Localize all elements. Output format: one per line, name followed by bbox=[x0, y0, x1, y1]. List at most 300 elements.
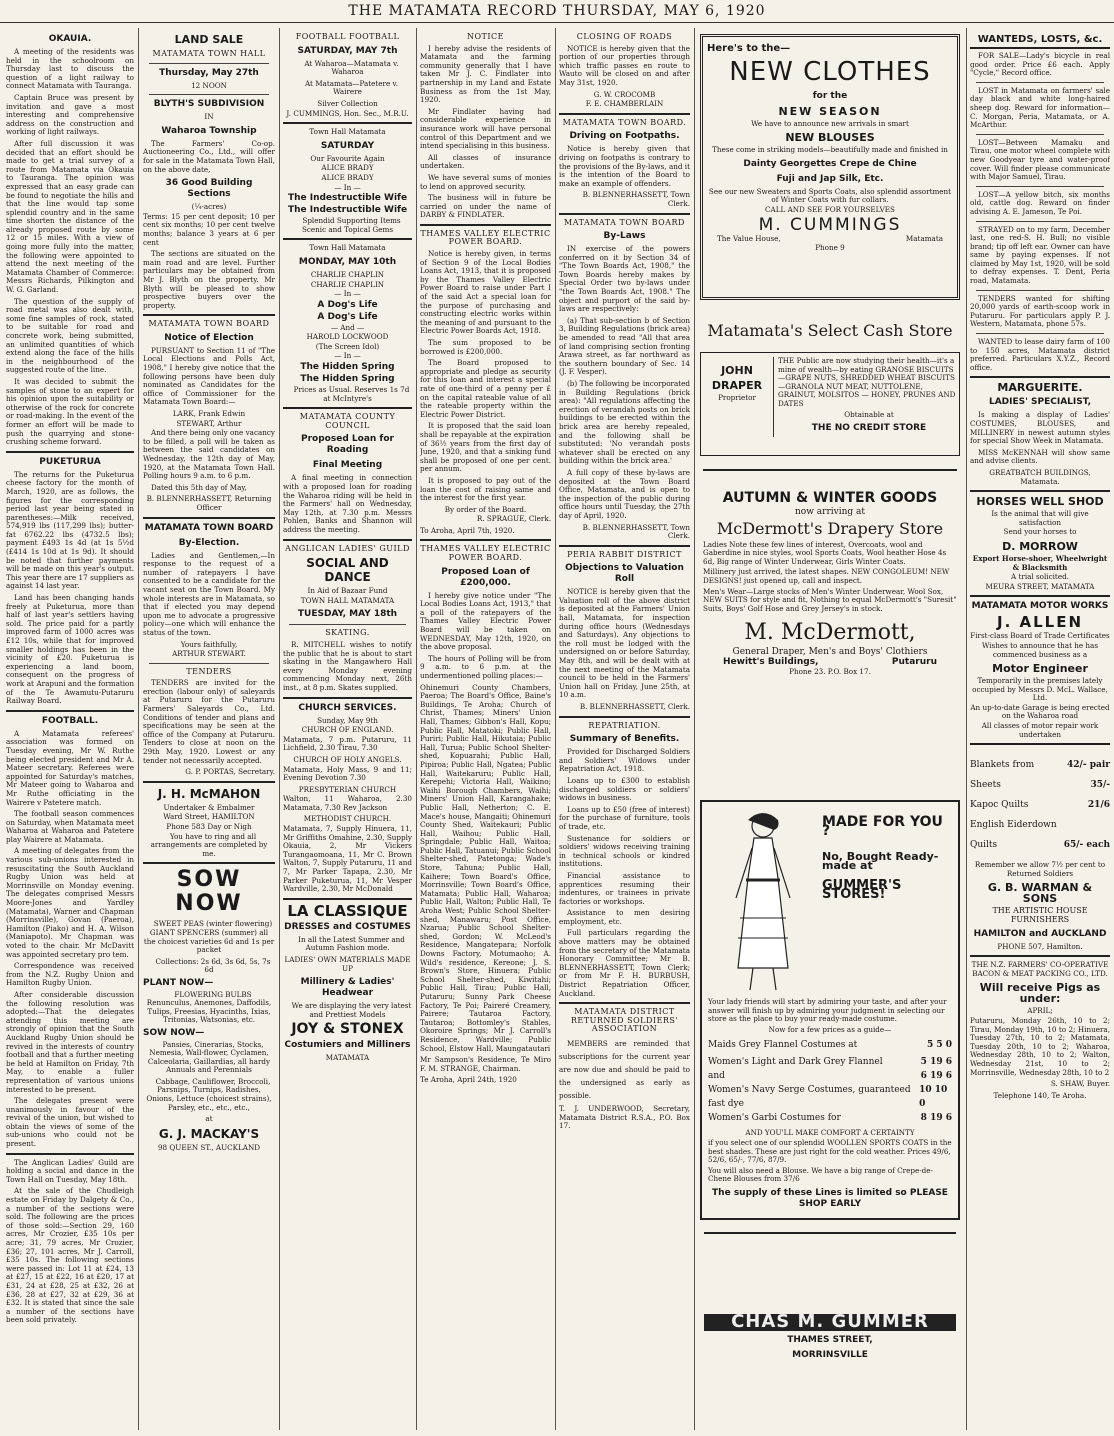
signature: ARTHUR STEWART. bbox=[172, 649, 246, 659]
column-rule bbox=[966, 28, 967, 1430]
sale-terms: Terms: 15 per cent deposit; 10 per cent six months; 10 per cent twelve months; balance 3 years at 6 per cent bbox=[143, 211, 275, 247]
church-name: PRESBYTERIAN CHURCH bbox=[298, 784, 397, 794]
artistic: THE ARTISTIC HOUSE FURNISHERS bbox=[992, 906, 1088, 925]
at-label: at bbox=[205, 1114, 213, 1124]
footpaths-heading: Driving on Footpaths. bbox=[569, 131, 680, 142]
divider bbox=[283, 697, 412, 699]
tv2-loan: Proposed Loan of £200,000. bbox=[441, 566, 530, 588]
chas-gummer-block bbox=[700, 1224, 960, 1424]
ladies-materials: LADIES' OWN MATERIALS MADE UP bbox=[284, 955, 411, 973]
divider bbox=[6, 1153, 134, 1155]
ladies-note: Ladies Note these few lines of interest, Overcoats, wool and Gaberdine in nice styles, wool Sports Coats, Wool heather Hose 4s 6d, Big range of Winter Underwear, Girls Winter Coats. bbox=[703, 539, 947, 566]
price-row bbox=[970, 815, 1110, 835]
divider bbox=[704, 1232, 956, 1234]
mcdermott-ad bbox=[700, 462, 960, 802]
notice-heading: NOTICE bbox=[466, 32, 504, 41]
arriving: now arriving at bbox=[795, 507, 865, 517]
divider bbox=[143, 862, 275, 864]
phone507: PHONE 507, Hamilton. bbox=[997, 941, 1083, 951]
classified: LOST in Matamata on farmers' sale day black and white long-haired sheep dog. Reward for information—C. Morgan, Peria, Matamata, or A. McArthur. bbox=[970, 85, 1110, 130]
tv-place: To Aroha, April 7th, 1920. bbox=[420, 525, 515, 535]
column-rule bbox=[694, 28, 695, 1430]
signature: G. P. PORTAS, Secretary. bbox=[185, 767, 275, 777]
byelection-heading: MATAMATA TOWN BOARD bbox=[144, 522, 274, 533]
putaruru: Putaruru bbox=[891, 656, 937, 667]
gummer-paragraph: Your lady friends will start by admiring your taste, and after your answer will finish up by admiring your judgment in selecting our store as the place to buy your ready-made costume. bbox=[708, 997, 947, 1024]
candidate: STEWART, Arthur bbox=[176, 418, 242, 428]
divider bbox=[559, 716, 690, 718]
nz-farmers: THE N.Z. FARMERS' CO-OPERATIVE BACON & MEAT PACKING CO., LTD. bbox=[971, 960, 1109, 978]
sow-paragraph: SWEET PEAS (winter flowering) GIANT SPENCERS (summer) all the choicest varieties 6d and 1s per packet bbox=[143, 919, 275, 955]
article-paragraph: Correspondence was received from the N.Z. Rugby Union and Hamilton Rugby Union. bbox=[6, 961, 134, 988]
value-phone: Phone 9 bbox=[815, 243, 845, 253]
intro: Here's to the— bbox=[707, 43, 791, 54]
notice-paragraph: All classes of insurance undertaken. bbox=[420, 152, 551, 171]
footpaths-paragraph: Notice is hereby given that driving on footpaths is contrary to the provisions of the By-laws, and it is the intention of the Board to make an example of offenders. bbox=[559, 144, 690, 188]
draper-last: DRAPER bbox=[711, 379, 763, 392]
draper-paragraph: THE Public are now studying their health—it's a mine of wealth—by eating GRANOSE BISCUITS—GRAPE NUTS, SHREDDED WHEAT BISCUITS—GRANOLA NUT MEAT, NUTTOLENE, GRAINUT, MOLSITOS — HONEY, PRUNES AND DATES bbox=[778, 356, 956, 408]
trial: A trial solicited. bbox=[1011, 572, 1069, 582]
repat-paragraph: Sustenance for soldiers or soldiers' widows receiving training in technical schools or kindred institutions. bbox=[559, 833, 690, 869]
plant-now: PLANT NOW— bbox=[143, 977, 214, 988]
notice-paragraph: The business will in future be carried on under the name of DARBY & FINDLATER. bbox=[420, 193, 551, 220]
cummings-ad bbox=[700, 34, 960, 300]
gummer-ad bbox=[700, 800, 960, 1220]
remember: Remember we allow 7½ per cent to Returned Soldiers bbox=[974, 860, 1106, 878]
price-value: 21/6 bbox=[1087, 800, 1110, 811]
wishes: Wishes to announce that he has commenced business as a bbox=[981, 640, 1099, 659]
article-paragraph: Land has been changing hands freely at Puketurua, more than half of last year's settlers having sold. The price paid for a partly improved farm of 1000 acres was £12 10s, while that for improved smaller holdings has been in the vicinity of £20. Puketurua is experiencing a land boom, consequent on the progress of work at Arapuni and the formation of the Te Awamutu-Putaruru Railway Board. bbox=[6, 593, 134, 706]
tuesday: TUESDAY, MAY 18th bbox=[297, 609, 398, 620]
aid: In Aid of Bazaar Fund bbox=[307, 586, 388, 596]
tv-paragraph: It is proposed that the said loan shall be repayable at the expiration of 36½ years from the first day of June, 1920, and that a sinking fund shall be proposed of one per cent. per annum. bbox=[420, 421, 551, 474]
church-name: METHODIST CHURCH. bbox=[303, 814, 392, 824]
column-1 bbox=[6, 30, 134, 1428]
divider bbox=[970, 595, 1110, 597]
article-paragraph: A Matamata referees' association was formed on Tuesday evening, Mr W. Ruthe being elected president and Mr A. Mateer secretary. Referees were appointed for Saturday's matches, Mr Mateer going to Waharoa and Mr Ruthe officiating in the Wairere v Patetere match. bbox=[6, 728, 134, 807]
venue: Town Hall Matamata bbox=[309, 127, 386, 137]
town-board-heading: MATAMATA TOWN BOARD bbox=[564, 217, 685, 227]
sale-time: 12 NOON bbox=[191, 80, 227, 90]
price-item: Blankets from bbox=[970, 760, 1035, 771]
monday: MONDAY, MAY 10th bbox=[298, 256, 397, 267]
signature: S. SHAW, Buyer. bbox=[1050, 1079, 1110, 1089]
cert: First-class Board of Trade Certificates bbox=[970, 631, 1110, 641]
engineer: Motor Engineer bbox=[992, 662, 1088, 676]
repat-paragraph: Loans up to £300 to establish discharged soldiers or soldiers' widows in business. bbox=[559, 775, 690, 803]
animal: Is the animal that will give satisfaction bbox=[991, 509, 1089, 527]
millinery: Millinery & Ladies' Headwear bbox=[300, 977, 395, 999]
sow-paragraph: Collections: 2s 6d, 3s 6d, 5s, 7s 6d bbox=[155, 956, 271, 975]
mcmahon-sub: Undertaker & Embalmer bbox=[163, 802, 255, 812]
proprietor: Proprietor bbox=[718, 393, 756, 402]
favourite: Our Favourite Again bbox=[310, 153, 385, 163]
church-date: Sunday, May 9th bbox=[317, 715, 378, 725]
masthead: THE MATAMATA RECORD THURSDAY, MAY 6, 1920 bbox=[0, 0, 1114, 23]
divider bbox=[970, 490, 1110, 492]
tv2-heading: THAMES VALLEY ELECTRIC POWER BOARD. bbox=[420, 544, 551, 563]
divider bbox=[970, 743, 1110, 745]
price-row bbox=[970, 755, 1110, 775]
repat-paragraph: Loans up to £50 (free of interest) for the purchase of furniture, tools of trade, etc. bbox=[559, 804, 690, 831]
column-rule bbox=[555, 28, 556, 1430]
signature: T. J. UNDERWOOD, Secretary, Matamata District R.S.A., P.O. Box 17. bbox=[559, 1104, 690, 1131]
prices: Prices as Usual. Reserves 1s 7d at McIntyre's bbox=[293, 385, 410, 403]
striking: These come in striking models—beautifully made and finished in bbox=[712, 145, 948, 155]
town-board-heading: MATAMATA TOWN BOARD bbox=[148, 319, 270, 329]
fashion-figure-icon bbox=[708, 808, 818, 998]
display: We are displaying the very latest and Prettiest Models bbox=[291, 1001, 412, 1019]
column-rule bbox=[138, 28, 139, 1430]
price-row bbox=[708, 1035, 952, 1055]
sale-paragraph: The sections are situated on the main road and are level. Further particulars may be obtained from Mr J. Blyth on the property. Mr Blyth will be pleased to show prospective buyers over the property. bbox=[143, 249, 275, 310]
price-item: English Eiderdown bbox=[970, 820, 1057, 831]
repat-paragraph: Provided for Discharged Soldiers and Soldiers' Widows under Repatriation Act, 1918. bbox=[559, 747, 690, 774]
church-times: Matamata, 7 p.m. Putaruru, 11 Lichfield, 2.30 Tirau, 7.30 bbox=[283, 734, 412, 753]
autumn: AUTUMN & WINTER GOODS bbox=[722, 490, 938, 506]
signature: G. W. CROCOMB bbox=[593, 89, 656, 99]
article-paragraph: At the sale of the Chudleigh estate on Friday by Dalgety & Co., a number of the sections were sold. The following are the prices of those sold:—Section 29, 160 acres, Mr Crozier, £35 10s per acre; 31, 79 acres, Mr Crozier, £36; 27, 101 acres, Mr J. Carroll, £35 10s. The following sections were passed in: Lot 11 at £24, 13 at £27, 15 at £22, 16 at £20, 17 at £31, 24 at £28, 25 at £32, 26 at £36, 28 at £27, 32 at £29, 36 at £32. It is stated that since the sale a number of the sections have been sold privately. bbox=[6, 1186, 134, 1325]
marguerite: MARGUERITE. bbox=[997, 381, 1083, 395]
mcmahon-street: Ward Street, HAMILTON bbox=[163, 812, 255, 822]
venue: Town Hall Matamata bbox=[309, 243, 386, 253]
star: CHARLIE CHAPLIN bbox=[310, 269, 385, 279]
value-house-row bbox=[707, 235, 953, 244]
repat-paragraph: Full particulars regarding the above matters may be obtained from the secretary of the Matamata Honorary Committee; Mr B. BLENNERHASSETT, Town Clerk; or from Mr F. H. BURBUSH, District Repatriation Officer, Auckland. bbox=[559, 928, 690, 998]
byelection: By-Election. bbox=[178, 537, 240, 548]
film-title: A Dog's Life bbox=[317, 299, 378, 310]
hewitt-row bbox=[703, 658, 957, 667]
price-item: Maids Grey Flannel Costumes at bbox=[708, 1040, 858, 1051]
classified: TENDERS wanted for shifting 20,000 yards of earth-scoop work in Putaruru. For particulars apply P. J. Western, Matamata, phone 57s. bbox=[970, 293, 1110, 329]
venue: TOWN HALL MATAMATA bbox=[300, 595, 395, 605]
gummer-top bbox=[708, 808, 952, 998]
mens-wear: Men's Wear—Large stocks of Men's Winter Underwear, Wool Sox, NEW SUITS for style and fit, Nothing to equal McDermott's "Suresit" Suits, Boys' Golf Hose and Grey Jersey's in stock. bbox=[703, 586, 957, 613]
repat-paragraph: Assistance to men desiring employment, etc. bbox=[559, 908, 690, 926]
church-name: CHURCH OF HOLY ANGELS. bbox=[293, 754, 402, 764]
divider bbox=[970, 955, 1110, 957]
signature: J. CUMMINGS, Hon. Sec., M.R.U. bbox=[286, 108, 409, 118]
divider bbox=[976, 221, 1104, 222]
draper-ad bbox=[700, 352, 960, 456]
star: ALICE BRADY bbox=[321, 172, 374, 182]
new-clothes: NEW CLOTHES bbox=[729, 56, 931, 87]
tv-paragraph: The Board proposed to appropriate and pledge as security for this loan and interest a special rate of one-third of a penny per £ on the capital rateable value of all the rateable property within the Electric Power District. bbox=[420, 358, 551, 419]
article-paragraph: The question of the supply of road metal was also dealt with, some fine samples of rock, stated to be suitable for road and concrete work, being submitted, an unlimited quantities of which extend along the face of the hills in the neighbourhood of the suggested route of the line. bbox=[6, 296, 134, 375]
joy-stonex: JOY & STONEX bbox=[291, 1021, 404, 1038]
film-title: The Hidden Spring bbox=[300, 374, 395, 385]
notice-paragraph: We have several sums of monies to lend on approved security. bbox=[420, 172, 551, 191]
marguerite-paragraph: Is making a display of Ladies' COSTUMES, BLOUSES, and MILLINERY in newest autumn styles for special Show Week in Matamata. bbox=[970, 410, 1110, 446]
made-for: MADE FOR YOU ? bbox=[822, 814, 943, 839]
final-meeting: Final Meeting bbox=[312, 460, 383, 471]
call: CALL AND SEE FOR YOURSELVES bbox=[765, 204, 895, 214]
tv2-paragraph: I hereby give notice under "The Local Bodies Loans Act, 1913," that a poll of the ratepayers of the Thames Valley Electric Power Board will be taken on WEDNESDAY, May 12th, 1920, on the above proposal. bbox=[420, 590, 551, 652]
land-sale-heading: LAND SALE bbox=[174, 33, 244, 46]
divider bbox=[149, 94, 269, 95]
saturday: SATURDAY bbox=[320, 140, 375, 151]
divider bbox=[559, 113, 690, 115]
latest: In all the Latest Summer and Autumn Fashion mode. bbox=[298, 934, 405, 953]
subdivision: BLYTH'S SUBDIVISION bbox=[153, 99, 265, 110]
column-rule bbox=[279, 28, 280, 1430]
football-heading: FOOTBALL. bbox=[41, 715, 99, 726]
gummer-headline bbox=[818, 808, 952, 998]
skating-paragraph: R. MITCHELL wishes to notify the public that he is about to start skating in the Mangawhero Hall every Monday evening commencing Monday next, 26th inst., at 8 p.m. Skates supplied. bbox=[283, 639, 412, 692]
april: APRIL; bbox=[1027, 1006, 1053, 1016]
article-paragraph: A meeting of delegates from the various sub-unions interested in resuscitating the South Auckland Rugby Union was held at Morrinsville on Monday evening. The delegates comprised Messrs Moore-Jones and Yardley (Matamata), Warner and Chapman (Morrinsville), Govan (Paeroa), Hamilton (Piako) and H. A. Wilson (Maniapoto). Mr Chapman was voted to the chair. Mr McDavitt was appointed secretary pro tem. bbox=[6, 846, 134, 959]
no-credit: THE NO CREDIT STORE bbox=[811, 423, 927, 434]
joy-town: MATAMATA bbox=[325, 1053, 370, 1063]
signoff: Yours faithfully, bbox=[180, 639, 238, 649]
mcdermott-store: McDermott's Drapery Store bbox=[716, 518, 944, 538]
divider bbox=[149, 63, 269, 64]
morrinsville: MORRINSVILLE bbox=[792, 1349, 868, 1360]
tv2-paragraph: The hours of Polling will be from 9 a.m. to 6 p.m. at the undermentioned polling places:— bbox=[420, 653, 551, 680]
star-sub: (The Screen Idol) bbox=[315, 341, 380, 351]
divider bbox=[283, 122, 412, 124]
price-item: and bbox=[708, 1071, 725, 1082]
draper-first: JOHN bbox=[721, 364, 753, 377]
okauia-heading: OKAUIA. bbox=[48, 34, 92, 44]
joy-sub: Costumiers and Milliners bbox=[284, 1040, 411, 1051]
wanteds-heading: WANTEDS, LOSTS, &c. bbox=[970, 34, 1110, 49]
divider bbox=[143, 517, 275, 519]
divider bbox=[703, 469, 957, 471]
price-row bbox=[708, 1055, 952, 1069]
closing-paragraph: NOTICE is hereby given that the portion of our properties through which traffic passes en route to Wauto will be closed on and after May 31st, 1920. bbox=[559, 43, 690, 87]
article-paragraph: Captain Bruce was present by invitation and gave a most interesting and comprehensive address on the construction and working of light railways. bbox=[6, 92, 134, 137]
column-7 bbox=[970, 30, 1110, 1428]
signature: B. BLENNERHASSETT, Town Clerk. bbox=[582, 190, 690, 208]
divider bbox=[976, 333, 1104, 334]
notice-paragraph: Mr Findlater having had considerable experience in insurance work will have personal control of this Department and we intend specialising in this business. bbox=[420, 106, 551, 151]
tv-paragraph: The sum proposed to be borrowed is £200,000. bbox=[420, 338, 551, 356]
horses: HORSES WELL SHOD bbox=[976, 495, 1104, 509]
peria-heading: PERIA RABBIT DISTRICT bbox=[567, 549, 682, 559]
bylaws-paragraph: A full copy of these by-laws are deposited at the Town Board Office, Matamata, and is open to the inspection of the public during office hours until Tuesday, the 27th day of April, 1920. bbox=[559, 467, 690, 520]
divider bbox=[283, 898, 412, 900]
loan-heading: Proposed Loan for Roading bbox=[301, 434, 394, 456]
township: Waharoa Township bbox=[161, 125, 257, 136]
church-times: Matamata, 7, Supply Hinuera, 11, Mr Griffiths Omahine, 2.30, Supply Okauia, 2, Mr Vickers Turangaomoana, 11, Mr C. Brown Walton, 7, Supply Putaruru, 11 and 7, Mr Parker Tapapa, 2.30, Mr Parker Puketurua, 11, Mr Vesper Wardville, 2.30, Mr McDonald bbox=[283, 824, 412, 894]
premises: Temporarily in the premises lately occupied by Messrs D. McL. Wallace, Ltd. bbox=[972, 676, 1108, 703]
article-paragraph: The returns for the Puketurua cheese factory for the month of March, 1920, are as follows, the figures for the corresponding period last year being stated in parentheses:—Milk received, 574,919 lbs (117,299 lbs); butter-fat 6762.22 lbs (4732.5 lbs); payment £493 1s 4d (at 1s 5½d (£414 1s 10d at 1s 9d). It should be noted that further payments will be made on this year's output. This year there are 17 suppliers as against 14 last year. bbox=[6, 469, 134, 591]
benefits: Summary of Benefits. bbox=[569, 734, 680, 745]
garage: An up-to-date Garage is being erected on the Waharoa road bbox=[970, 702, 1110, 721]
classified: LOST—A yellow bitch, six months old, cattle dog. Reward on finder advising A. E. Jameson, Te Poi. bbox=[970, 189, 1110, 216]
divider bbox=[6, 451, 134, 453]
sale-paragraph: The Farmers' Co-op. Auctioneering Co., Ltd., will offer for sale in the Matamata Town Hall, on the above date, bbox=[143, 138, 275, 174]
football-heading: FOOTBALL FOOTBALL bbox=[295, 32, 400, 41]
mcmahon-paragraph: You have to ring and all arrangements are completed by me. bbox=[150, 831, 268, 858]
mcdermott-sub: General Draper, Men's and Boys' Clothiers bbox=[732, 647, 928, 658]
in-label: — In — bbox=[334, 182, 361, 192]
repair: All classes of motor repair work undertaken bbox=[981, 721, 1099, 739]
season: NEW SEASON bbox=[778, 104, 882, 118]
greatbatch: GREATBATCH BUILDINGS, Matamata. bbox=[989, 467, 1091, 486]
mcmahon: J. H. McMAHON bbox=[157, 786, 261, 801]
sow-paragraph: Pansies, Cinerarias, Stocks, Nemesia, Wall-flower, Cyclamen, Calceolaria, Gaillardias, all hardy Annuals and Perennials bbox=[147, 1039, 271, 1075]
bylaws-paragraph: (b) The following be incorporated in Building Regulations (brick area): "All regulations affecting the erection of verandah posts on brick buildings to be erected within the brick area are hereby repealed, and the following shall be substituted: 'No verandah posts whatever shall be erected on any building within the brick area.' bbox=[559, 379, 690, 466]
star: HAROLD LOCKWOOD bbox=[306, 332, 389, 342]
price-row bbox=[970, 835, 1110, 855]
sow-now: SOW NOW bbox=[175, 867, 243, 917]
blouses: NEW BLOUSES bbox=[785, 131, 875, 145]
column-2 bbox=[143, 30, 275, 1428]
motor-works: MATAMATA MOTOR WORKS bbox=[971, 601, 1109, 612]
price-value: 42/- pair bbox=[1067, 760, 1110, 771]
fixture: At Matamata—Patetere v. Wairere bbox=[304, 78, 399, 97]
county-paragraph: A final meeting in connection with a proposed loan for roading the Waharoa riding will be held in the Farmers' hall on Wednesday, May 12th, at 7.30 p.m. Messrs Pohlen, Banks and Shannon will address the meeting. bbox=[283, 473, 412, 534]
rsa-paragraph: MEMBERS are reminded that subscriptions for the current year are now due and should be paid to the undersigned as early as possible. bbox=[559, 1039, 690, 1100]
tv-order: By order of the Board. bbox=[444, 504, 527, 514]
classified: LOST—Between Mamaku and Tirau, one motor wheel complete with new Goodyear tyre and water-proof cover. Will finder please communicate with Major Samuel, Tirau. bbox=[970, 137, 1110, 182]
guild: ANGLICAN LADIES' GUILD bbox=[285, 543, 410, 553]
in-label: — In — bbox=[334, 289, 361, 299]
mcdermott-phone: Phone 23. P.O. Box 17. bbox=[789, 666, 871, 676]
fabrics: Fuji and Jap Silk, Etc. bbox=[776, 173, 884, 184]
blouse: You will also need a Blouse. We have a big range of Crepe-de-Chene Blouses from 37/6 bbox=[708, 1165, 933, 1184]
dresses: DRESSES and COSTUMES bbox=[284, 921, 411, 932]
classified: STRAYED on to my farm, December last, one red-S. H. Bull; no visible brand; tip off left ear. Owner can have same by paying expenses. If not claimed by May 1st, 1920, will be sold to defray expenses. T. Dent, Peria road, Matamata. bbox=[970, 224, 1110, 286]
town-board-heading: MATAMATA TOWN BOARD. bbox=[562, 117, 687, 127]
divider bbox=[149, 663, 269, 664]
support: Splendid Supporting Items Scenic and Topical Gems bbox=[301, 216, 401, 234]
comfort: AND YOU'LL MAKE COMFORT A CERTAINTY bbox=[745, 1128, 915, 1138]
and-label: — And — bbox=[330, 322, 365, 332]
draper-text-block bbox=[773, 357, 960, 437]
thames-st: THAMES STREET, bbox=[787, 1334, 873, 1345]
price-row bbox=[708, 1069, 952, 1083]
price-value: 6 19 6 bbox=[920, 1071, 952, 1082]
price-value: 5 5 0 bbox=[926, 1040, 952, 1051]
signature: F. E. CHAMBERLAIN bbox=[585, 99, 664, 109]
signature: Mr Sampson's Residence, Te Miro F. M. STRANGE, Chairman. bbox=[420, 1055, 551, 1073]
article-paragraph: The football season commences on Saturday, when Matamata meet Waharoa at Waharoa and Patetere play Wairere at Matamata. bbox=[6, 809, 134, 844]
sow-paragraph: Cabbage, Cauliflower, Broccoli, Parsnips, Turnips, Radishes, Onions, Lettuce (choicest strains), Parsley, etc., etc., etc., bbox=[146, 1076, 272, 1112]
article-paragraph: The Anglican Ladies' Guild are holding a social and dance in the Town Hall on Tuesday, May 18th. bbox=[6, 1157, 134, 1184]
film-title: A Dog's Life bbox=[317, 311, 378, 322]
bylaws-paragraph: (a) That sub-section b of Section 3, Building Regulations (brick area) be amended to read "All that area of land comprising section fronting Arawa street, as far northward as the southern boundary of Sec. 14 (J. F. Vesper). bbox=[559, 315, 690, 377]
tenders-heading: TENDERS bbox=[186, 666, 232, 676]
cummings: M. CUMMINGS bbox=[758, 214, 902, 235]
mackay-address: 98 QUEEN ST., AUCKLAND bbox=[157, 1142, 261, 1152]
sale-date: Thursday, May 27th bbox=[159, 67, 259, 78]
price-item: Women's Garbi Costumes for bbox=[708, 1113, 841, 1124]
column-3 bbox=[283, 30, 412, 1428]
fixture: At Waharoa—Matamata v. Waharoa bbox=[304, 58, 399, 77]
price-row bbox=[970, 795, 1110, 815]
for-the: for the bbox=[812, 90, 848, 101]
divider bbox=[420, 539, 551, 541]
county-heading: MATAMATA COUNTY COUNCIL bbox=[299, 412, 396, 430]
bylaws-paragraph: IN exercise of the powers conferred on it by Section 34 of "The Town Boards Act, 1908," the Town Boards hereby makes by Special Order two by-laws under "the Town Boards Act, 1908." The object and purport of the said by-laws are respectively: bbox=[559, 244, 690, 314]
draper-name-block bbox=[705, 361, 769, 404]
divider bbox=[143, 314, 275, 316]
woollen: if you select one of our splendid WOOLLEN SPORTS COATS in the best shades. These are just right for the cold weather. Prices 49/6, 52/6, 65/-, 77/6, 87/9. bbox=[708, 1137, 952, 1165]
chas-gummer: CHAS M. GUMMER bbox=[704, 1314, 956, 1331]
price-item: Women's Navy Serge Costumes, guaranteed fast dye bbox=[708, 1085, 911, 1110]
price-item: Sheets bbox=[970, 780, 1001, 791]
divider bbox=[420, 224, 551, 226]
telephone: Telephone 140, Te Aroha. bbox=[993, 1090, 1087, 1100]
price-item: Women's Light and Dark Grey Flannel bbox=[708, 1057, 883, 1068]
signature: R. SPRAGUE, Clerk. bbox=[476, 514, 551, 524]
sow-paragraph: FLOWERING BULBS Renunculus, Anemones, Daffodils, Tulips, Freesias, Hyacinths, Ixias, Tritonias, Watsonias, etc. bbox=[146, 989, 272, 1025]
la-classique: LA CLASSIQUE bbox=[287, 901, 408, 920]
announce: We have to announce new arrivals in smart bbox=[751, 118, 909, 128]
divider bbox=[559, 1002, 690, 1004]
ladies-specialist: LADIES' SPECIALIST, bbox=[988, 397, 1092, 408]
guide: Now for a few prices as a guide— bbox=[768, 1024, 892, 1034]
star: CHARLIE CHAPLIN bbox=[310, 279, 385, 289]
tv2-place: Te Aroha, April 24th, 1920 bbox=[420, 1075, 517, 1085]
candidate: LARK, Frank Edwin bbox=[172, 409, 246, 419]
mcmahon-phone: Phone 583 Day or Nigh bbox=[166, 822, 252, 831]
morrow: D. MORROW bbox=[1002, 539, 1078, 553]
divider bbox=[283, 407, 412, 409]
divider bbox=[283, 539, 412, 541]
ham-auck: HAMILTON and AUCKLAND bbox=[973, 928, 1107, 939]
obtainable: Obtainable at bbox=[844, 409, 894, 419]
column-4 bbox=[420, 30, 551, 1428]
millinery-note: Millinery just arrived, the latest shapes. NEW CONGOLEUM! NEW DESIGNS! just opened up, call and inspect. bbox=[703, 567, 950, 585]
divider bbox=[6, 710, 134, 712]
in-label: IN bbox=[204, 112, 214, 122]
price-value: 5 19 6 bbox=[920, 1057, 952, 1068]
marguerite-paragraph: MISS McKENNAH will show same and advise clients. bbox=[970, 447, 1110, 466]
social-dance: SOCIAL AND DANCE bbox=[306, 556, 389, 585]
price-value: 65/- each bbox=[1063, 840, 1110, 851]
price-row bbox=[708, 1083, 952, 1111]
price-item: Quilts bbox=[970, 840, 998, 851]
tv-heading: THAMES VALLEY ELECTRIC POWER BOARD. bbox=[420, 228, 551, 247]
value-house: The Value House, bbox=[717, 233, 781, 243]
article-paragraph: A meeting of the residents was held in the schoolroom on Thursday last to discuss the question of a light railway to connect Matamata with Tauranga. bbox=[6, 47, 134, 91]
church-times: Walton, 11 Waharoa, 2.30 Matamata, 7.30 Rev Jackson bbox=[283, 794, 412, 812]
signature: B. BLENNERHASSETT, Town Clerk. bbox=[582, 522, 690, 541]
film-title: The Hidden Spring bbox=[300, 362, 395, 373]
price-value: 10 10 0 bbox=[919, 1085, 948, 1110]
sow-now-2: SOW NOW— bbox=[143, 1027, 205, 1038]
notice-paragraph: I hereby advise the residents of Matamata and the farming community generally that I have taken Mr J. C. Findlater into partnership in my Land and Estate Business as from the 1st May, 1920. bbox=[420, 43, 551, 105]
price-value: 35/- bbox=[1090, 780, 1110, 791]
church-heading: CHURCH SERVICES. bbox=[298, 702, 397, 713]
puketurua-heading: PUKETURUA bbox=[39, 456, 101, 467]
venue: MATAMATA TOWN HALL bbox=[152, 49, 266, 58]
notice-election: Notice of Election bbox=[164, 332, 254, 343]
meura: MEURA STREET, MATAMATA bbox=[985, 581, 1095, 591]
signature: B. BLENNERHASSETT, Clerk. bbox=[579, 702, 690, 711]
tv-paragraph: Notice is hereby given, in terms of Section 9 of the Local Bodies Loans Act, 1913, that it is proposed by the Thames Valley Electric Power Board to raise under Part I of the said Act a special loan for the purpose of purchasing and constructing electric works within the meaning of and pursuant to the Electric Power Boards Act, 1918. bbox=[420, 249, 551, 336]
byelection-paragraph: Ladies and Gentlemen,—In response to the request of a number of ratepayers I have consented to be a candidate for the vacant seat on the Town Board. My whole interests are in Matamata, so that if elected you may depend upon me to advocate a progressive policy—one which will enhance the status of the town. bbox=[143, 550, 275, 637]
star: ALICE BRADY bbox=[321, 163, 374, 173]
church-name: CHURCH OF ENGLAND. bbox=[301, 725, 394, 735]
bought: No, Bought Ready-made at bbox=[822, 850, 939, 872]
pigs: Will receive Pigs as under: bbox=[979, 981, 1101, 1006]
column-rule bbox=[416, 28, 417, 1430]
article-paragraph: The delegates present were unanimously in favour of the revival of the union, but wished to obtain the views of some of the sub-unions who could not be present. bbox=[6, 1096, 134, 1149]
price-item: Kapoc Quilts bbox=[970, 800, 1029, 811]
election-paragraph: PURSUANT to Section 11 of "The Local Elections and Polls Act, 1908," I hereby give notice that the following persons have been duly nominated as Candidates for the office of Commissioner for the Matamata Town Board:— bbox=[143, 345, 275, 407]
divider bbox=[559, 213, 690, 215]
divider bbox=[976, 134, 1104, 135]
divider bbox=[283, 238, 412, 240]
value-town: Matamata bbox=[905, 233, 943, 243]
article-paragraph: It was decided to submit the samples of stone to an expert for his opinion upon the suitability or otherwise of the rock for concrete or road-making. In the event of the former an effort will be made to push the quarrying and stone-crushing scheme forward. bbox=[6, 376, 134, 447]
divider bbox=[976, 186, 1104, 187]
